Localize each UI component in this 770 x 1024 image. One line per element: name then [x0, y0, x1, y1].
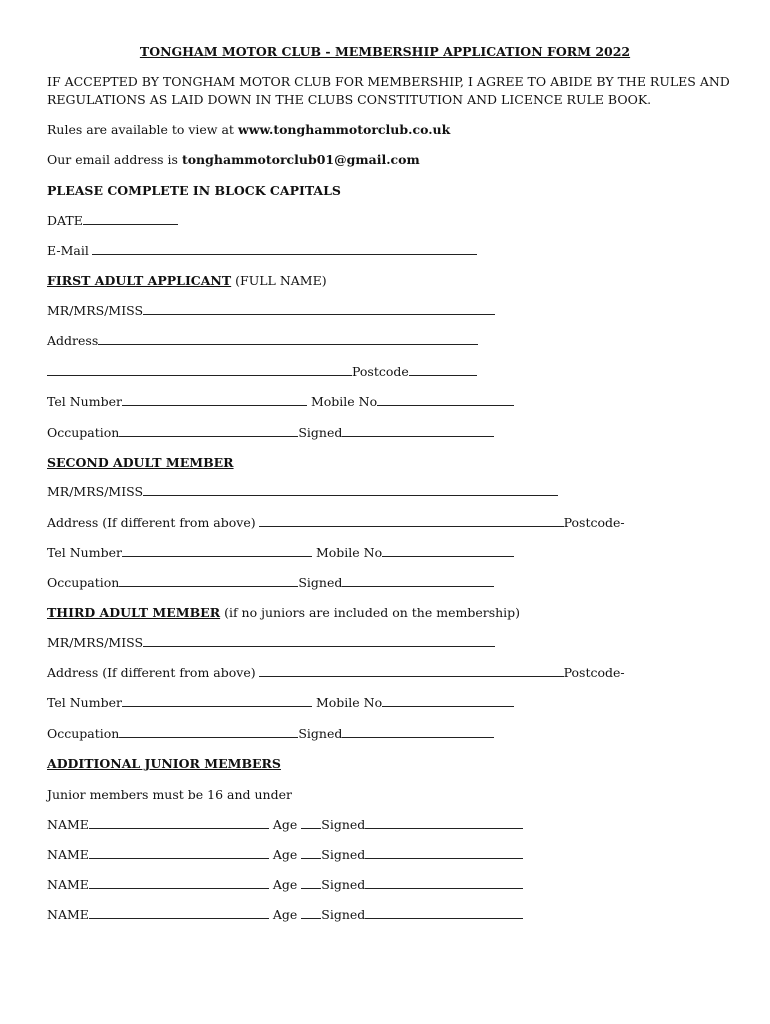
- second-tel-field[interactable]: [122, 544, 312, 557]
- postcode-label: Postcode-: [563, 515, 625, 530]
- junior-1-name-field[interactable]: [89, 816, 269, 829]
- date-field[interactable]: [83, 212, 178, 225]
- email-prefix: Our email address is: [47, 152, 182, 167]
- junior-2-signed-field[interactable]: [365, 846, 523, 859]
- age-label: Age: [272, 877, 298, 892]
- mobile-label: Mobile No: [315, 545, 383, 560]
- email-row: [47, 242, 477, 260]
- age-label: Age: [272, 817, 298, 832]
- junior-4-signed-field[interactable]: [365, 906, 523, 919]
- email-field[interactable]: [92, 242, 477, 255]
- tel-label: Tel Number: [47, 695, 122, 710]
- third-phone-row: [47, 694, 514, 712]
- rules-url: www.tonghammotorclub.co.uk: [237, 122, 451, 137]
- first-postcode-field[interactable]: [409, 363, 477, 376]
- second-occupation-row: [47, 574, 494, 592]
- club-email: tonghammotorclub01@gmail.com: [181, 152, 420, 167]
- date-label: DATE: [47, 213, 83, 228]
- address-diff-label: Address (If different from above): [47, 665, 256, 680]
- junior-age-note: Junior members must be 16 and under: [47, 787, 292, 802]
- postcode-label: Postcode-: [563, 665, 625, 680]
- intro-line-1: IF ACCEPTED BY TONGHAM MOTOR CLUB FOR MEMBERSHIP, I AGREE TO ABIDE BY THE RULES AND: [47, 74, 730, 89]
- third-member-note: (if no juniors are included on the membership): [224, 605, 521, 620]
- third-address-field[interactable]: [259, 664, 564, 677]
- email-label: E-Mail: [47, 243, 89, 258]
- occupation-label: Occupation: [47, 425, 120, 440]
- rules-line: [47, 121, 450, 139]
- first-applicant-heading-row: [47, 272, 327, 290]
- name-label: NAME: [47, 847, 89, 862]
- address-diff-label: Address (If different from above): [47, 515, 256, 530]
- junior-row-3: [47, 876, 523, 894]
- junior-row-4: [47, 906, 523, 924]
- signed-label: Signed: [298, 425, 343, 440]
- age-label: Age: [272, 847, 298, 862]
- rules-prefix: Rules are available to view at: [47, 122, 238, 137]
- title-label: MR/MRS/MISS: [47, 484, 144, 499]
- third-occupation-field[interactable]: [119, 725, 298, 738]
- first-postcode-row: [47, 363, 477, 381]
- tel-label: Tel Number: [47, 394, 122, 409]
- signed-label: Signed: [298, 575, 343, 590]
- junior-2-name-field[interactable]: [89, 846, 269, 859]
- first-occupation-field[interactable]: [119, 424, 298, 437]
- address-label: Address: [47, 333, 99, 348]
- second-title-row: [47, 483, 558, 501]
- second-address-field[interactable]: [259, 514, 564, 527]
- mobile-label: Mobile No: [315, 695, 383, 710]
- first-address-line2-field[interactable]: [47, 363, 352, 376]
- third-address-row: [47, 664, 625, 682]
- first-applicant-heading: FIRST ADULT APPLICANT: [47, 273, 232, 288]
- name-label: NAME: [47, 907, 89, 922]
- age-label: Age: [272, 907, 298, 922]
- title-label: MR/MRS/MISS: [47, 303, 144, 318]
- name-label: NAME: [47, 877, 89, 892]
- first-mobile-field[interactable]: [377, 393, 514, 406]
- mobile-label: Mobile No: [310, 394, 378, 409]
- first-name-field[interactable]: [143, 302, 495, 315]
- junior-members-heading: ADDITIONAL JUNIOR MEMBERS: [47, 756, 281, 771]
- junior-2-age-field[interactable]: [301, 846, 321, 859]
- postcode-label: Postcode: [352, 364, 409, 379]
- title-label: MR/MRS/MISS: [47, 635, 144, 650]
- intro-line-2: REGULATIONS AS LAID DOWN IN THE CLUBS CONSTITUTION AND LICENCE RULE BOOK.: [47, 92, 652, 107]
- junior-4-age-field[interactable]: [301, 906, 321, 919]
- occupation-label: Occupation: [47, 575, 120, 590]
- first-signed-field[interactable]: [342, 424, 494, 437]
- form-title: TONGHAM MOTOR CLUB - MEMBERSHIP APPLICATION FORM 2022: [139, 44, 631, 59]
- signed-label: Signed: [298, 726, 343, 741]
- second-name-field[interactable]: [143, 483, 558, 496]
- second-member-heading: SECOND ADULT MEMBER: [47, 455, 234, 470]
- third-name-field[interactable]: [143, 634, 495, 647]
- second-phone-row: [47, 544, 514, 562]
- junior-3-age-field[interactable]: [301, 876, 321, 889]
- third-tel-field[interactable]: [122, 694, 312, 707]
- signed-label: Signed: [321, 877, 366, 892]
- third-mobile-field[interactable]: [382, 694, 514, 707]
- first-phone-row: [47, 393, 514, 411]
- date-row: [47, 212, 178, 230]
- junior-row-2: [47, 846, 523, 864]
- first-title-row: [47, 302, 495, 320]
- junior-3-signed-field[interactable]: [365, 876, 523, 889]
- name-label: NAME: [47, 817, 89, 832]
- first-address-field[interactable]: [98, 332, 478, 345]
- third-title-row: [47, 634, 495, 652]
- second-address-row: [47, 514, 625, 532]
- third-member-heading-row: [47, 604, 520, 622]
- first-tel-field[interactable]: [122, 393, 307, 406]
- email-line: [47, 151, 420, 169]
- first-applicant-note: (FULL NAME): [235, 273, 327, 288]
- block-capitals-note: PLEASE COMPLETE IN BLOCK CAPITALS: [47, 183, 341, 198]
- signed-label: Signed: [321, 847, 366, 862]
- third-occupation-row: [47, 725, 494, 743]
- signed-label: Signed: [321, 907, 366, 922]
- junior-3-name-field[interactable]: [89, 876, 269, 889]
- first-occupation-row: [47, 424, 494, 442]
- junior-4-name-field[interactable]: [89, 906, 269, 919]
- first-address-row: [47, 332, 478, 350]
- third-member-heading: THIRD ADULT MEMBER: [47, 605, 221, 620]
- second-signed-field[interactable]: [342, 574, 494, 587]
- junior-1-signed-field[interactable]: [365, 816, 523, 829]
- occupation-label: Occupation: [47, 726, 120, 741]
- second-mobile-field[interactable]: [382, 544, 514, 557]
- signed-label: Signed: [321, 817, 366, 832]
- junior-row-1: [47, 816, 523, 834]
- tel-label: Tel Number: [47, 545, 122, 560]
- second-occupation-field[interactable]: [119, 574, 298, 587]
- third-signed-field[interactable]: [342, 725, 494, 738]
- junior-1-age-field[interactable]: [301, 816, 321, 829]
